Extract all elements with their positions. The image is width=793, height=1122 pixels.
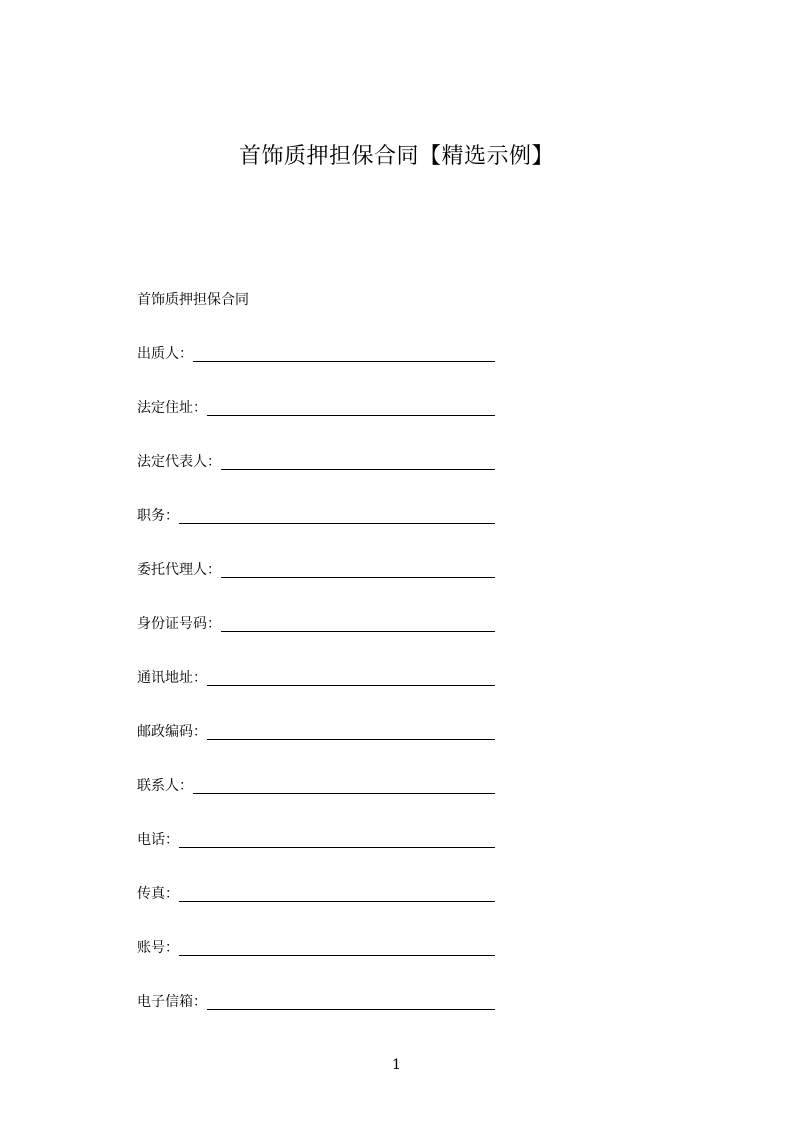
blank-line[interactable] [207,399,495,416]
field-label: 传真： [137,886,179,902]
field-label: 身份证号码： [137,616,221,632]
blank-line[interactable] [179,885,495,902]
field-pledgor [137,343,495,365]
blank-line[interactable] [207,723,495,740]
page-number: 1 [392,1057,401,1073]
field-email [137,991,495,1013]
party-info-fields [137,343,495,1045]
field-label: 出质人： [137,346,193,362]
blank-line[interactable] [179,831,495,848]
field-legal-address [137,397,495,419]
blank-line[interactable] [193,777,495,794]
field-fax [137,883,495,905]
field-position [137,505,495,527]
field-contact-person [137,775,495,797]
field-label: 电子信箱： [137,994,207,1010]
blank-line[interactable] [207,993,495,1010]
field-legal-representative [137,451,495,473]
field-phone [137,829,495,851]
field-label: 职务： [137,508,179,524]
field-label: 电话： [137,832,179,848]
blank-line[interactable] [193,345,495,362]
blank-line[interactable] [221,561,495,578]
blank-line[interactable] [207,669,495,686]
field-label: 法定代表人： [137,454,221,470]
field-label: 委托代理人： [137,562,221,578]
blank-line[interactable] [221,453,495,470]
page-title: 首饰质押担保合同【精选示例】 [238,144,554,169]
field-label: 账号： [137,940,179,956]
field-mailing-address [137,667,495,689]
blank-line[interactable] [221,615,495,632]
field-postal-code [137,721,495,743]
blank-line[interactable] [179,507,495,524]
field-label: 邮政编码： [137,724,207,740]
field-authorized-agent [137,559,495,581]
field-label: 联系人： [137,778,193,794]
blank-line[interactable] [179,939,495,956]
field-label: 通讯地址： [137,670,207,686]
field-account-number [137,937,495,959]
field-label: 法定住址： [137,400,207,416]
contract-subtitle: 首饰质押担保合同 [137,292,249,308]
field-id-number [137,613,495,635]
